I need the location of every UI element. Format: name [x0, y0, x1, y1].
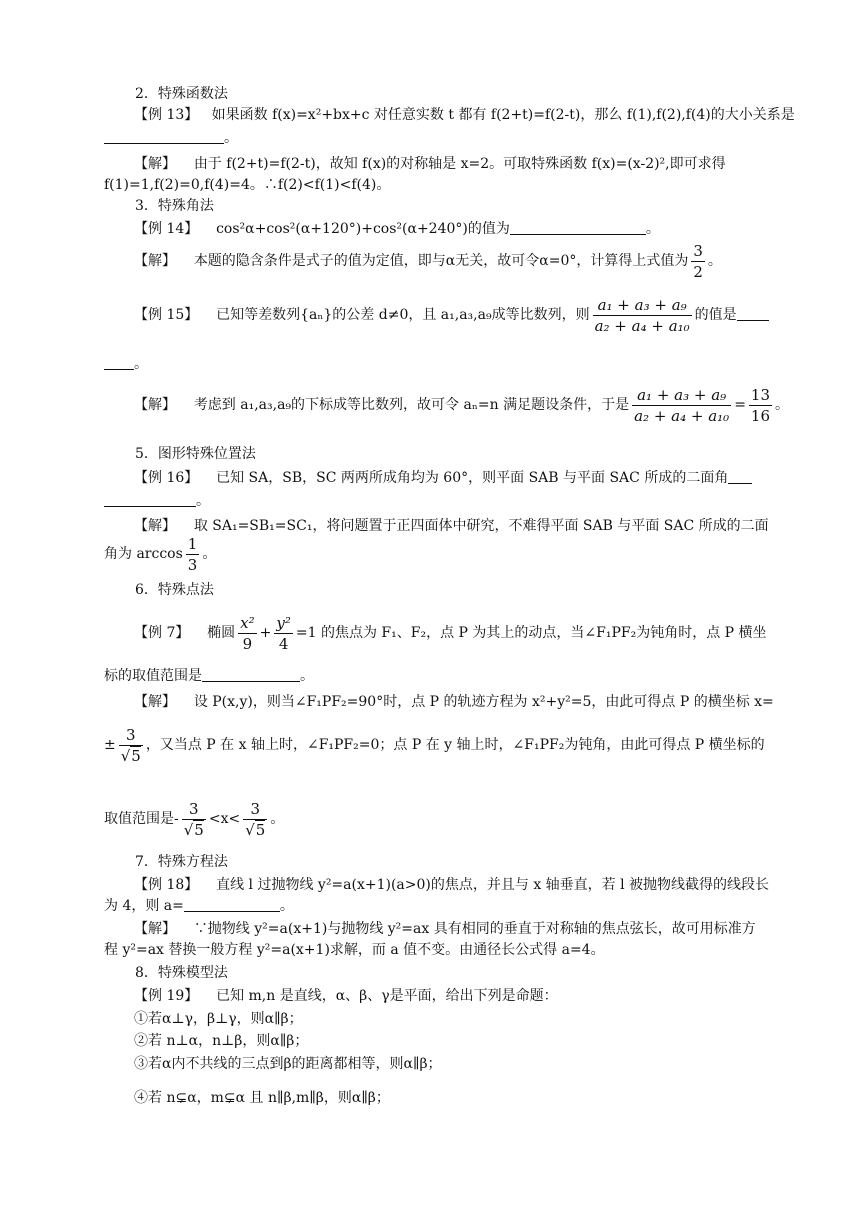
numerator: 3	[189, 799, 199, 818]
radicand: 5	[255, 820, 266, 839]
fraction	[243, 799, 267, 840]
period: 。	[645, 221, 660, 237]
period: 。	[300, 668, 314, 684]
answer-blank	[104, 491, 196, 507]
example-tag: 【例 16】	[134, 470, 199, 486]
period: 。	[707, 253, 722, 269]
denominator: 3	[187, 555, 198, 574]
solution-14	[134, 240, 722, 282]
solution-text: 取 SA₁=SB₁=SC₁，将问题置于正四面体中研究，不难得平面 SAB 与平面 SAC 所成的二面	[193, 518, 769, 534]
radicand: 5	[194, 820, 204, 839]
section-heading: 2．特殊函数法	[135, 86, 228, 102]
period: 。	[270, 811, 285, 827]
denominator: 9	[242, 634, 253, 653]
numerator: x²	[240, 613, 255, 632]
example-text: 为 4，则 a=	[104, 898, 184, 914]
solution-tag: 【解】	[134, 694, 176, 710]
fraction	[632, 385, 731, 426]
proposition-item: ③若α内不共线的三点到β的距离都相等，则α∥β；	[134, 1056, 442, 1072]
example-tag: 【例 19】	[134, 988, 199, 1004]
period: 。	[196, 493, 210, 509]
answer-blank	[728, 468, 752, 484]
fraction	[238, 613, 256, 654]
section-heading: 8．特殊模型法	[135, 965, 228, 981]
plus-minus: ±	[104, 737, 116, 753]
answer-blank	[104, 354, 134, 370]
plus-sign: +	[259, 625, 272, 641]
example-text: 的值是	[694, 307, 737, 323]
solution-text: 取值范围是-	[104, 811, 179, 827]
solution-text: ∵抛物线 y²=a(x+1)与抛物线 y²=ax 具有相同的垂直于对称轴的焦点弦长，故可用标准方	[193, 921, 756, 937]
denominator: √5	[120, 746, 141, 765]
solution-text: 设 P(x,y)，则当∠F₁PF₂=90°时，点 P 的轨迹方程为 x²+y²=5，由此可得点 P 的横坐标 x=	[193, 694, 774, 710]
example-text: 已知 SA，SB，SC 两两所成角均为 60°，则平面 SAB 与平面 SAC 所成的二面角	[216, 470, 729, 486]
period: 。	[279, 898, 294, 914]
equals-sign: =	[734, 397, 746, 413]
solution-tag: 【解】	[134, 156, 176, 172]
solution-13-line2: f(1)=1,f(2)=0,f(4)=4。∴f(2)<f(1)<f(4)。	[104, 177, 391, 193]
solution-text: 由于 f(2+t)=f(2-t)，故知 f(x)的对称轴是 x=2。可取特殊函数 f(x)=(x-2)²,即可求得	[193, 156, 726, 172]
example-15	[134, 294, 769, 336]
example-18-line2	[104, 896, 294, 916]
answer-blank	[202, 666, 300, 682]
solution-text: ，又当点 P 在 x 轴上时，∠F₁PF₂=0；点 P 在 y 轴上时，∠F₁PF₂为钝角，由此可得点 P 横坐标的	[145, 737, 765, 753]
inequality: <x<	[208, 811, 241, 827]
fraction	[593, 295, 692, 336]
solution-13-line1	[134, 154, 726, 174]
solution-7-line1	[134, 692, 774, 712]
example-text: 已知 m,n 是直线，α、β、γ是平面，给出下列是命题：	[216, 988, 558, 1004]
denominator: 16	[750, 406, 771, 425]
section-heading: 5．图形特殊位置法	[135, 446, 256, 462]
example-13	[134, 105, 795, 125]
example-7	[134, 612, 767, 654]
denominator: 4	[278, 634, 289, 653]
example-18	[134, 875, 769, 895]
fraction	[749, 385, 772, 426]
solution-7-line3	[104, 796, 284, 842]
solution-tag: 【解】	[134, 518, 176, 534]
fraction	[119, 725, 143, 766]
example-tag: 【例 13】	[134, 107, 199, 123]
section-heading: 3．特殊角法	[135, 198, 214, 214]
section-heading: 7．特殊方程法	[135, 854, 228, 870]
denominator: 2	[693, 262, 703, 281]
answer-blank	[104, 128, 224, 144]
solution-text: 本题的隐含条件是式子的值为定值，即与α无关，故可令α=0°，计算得上式值为	[193, 253, 689, 269]
denominator: a₂ + a₄ + a₁₀	[634, 406, 730, 425]
solution-tag: 【解】	[134, 397, 176, 413]
period: 。	[775, 397, 790, 413]
example-tag: 【例 14】	[134, 221, 199, 237]
example-19	[134, 986, 558, 1006]
example-7-line2	[104, 666, 314, 686]
fraction	[691, 241, 705, 282]
answer-blank	[510, 219, 646, 235]
example-text: 已知等差数列{aₙ}的公差 d≠0，且 a₁,a₃,a₉成等比数列，则	[216, 307, 590, 323]
numerator: a₁ + a₃ + a₉	[637, 385, 727, 404]
period: 。	[134, 356, 148, 372]
solution-16-line2	[104, 533, 216, 575]
denominator: a₂ + a₄ + a₁₀	[594, 316, 690, 335]
example-16-blank-line	[104, 491, 210, 511]
example-14	[134, 219, 660, 239]
numerator: y²	[276, 613, 291, 632]
solution-tag: 【解】	[134, 921, 176, 937]
example-tag: 【例 7】	[134, 625, 190, 641]
numerator: 1	[187, 534, 198, 553]
solution-15	[134, 384, 789, 426]
example-text: cos²α+cos²(α+120°)+cos²(α+240°)的值为	[216, 221, 510, 237]
denominator: √5	[245, 820, 266, 839]
solution-7-line2	[104, 722, 765, 768]
example-tag: 【例 15】	[134, 307, 199, 323]
answer-blank	[737, 305, 769, 321]
numerator: 13	[750, 385, 771, 404]
proposition-item: ②若 n⊥α，n⊥β，则α∥β；	[134, 1033, 309, 1049]
example-text: 椭圆	[207, 625, 236, 641]
answer-blank	[184, 896, 280, 912]
example-text: 如果函数 f(x)=x²+bx+c 对任意实数 t 都有 f(2+t)=f(2-t)，那么 f(1),f(2),f(4)的大小关系是	[211, 107, 795, 123]
numerator: 3	[250, 799, 261, 818]
period: 。	[224, 130, 238, 146]
proposition-item: ①若α⊥γ，β⊥γ，则α∥β；	[134, 1011, 303, 1027]
section-heading: 6．特殊点法	[135, 582, 214, 598]
radicand: 5	[131, 746, 141, 765]
denominator: √5	[183, 820, 204, 839]
period: 。	[202, 546, 217, 562]
example-15-blank-line	[104, 354, 148, 374]
fraction	[274, 613, 293, 654]
example-text: =1 的焦点为 F₁、F₂，点 P 为其上的动点，当∠F₁PF₂为钝角时，点 P 横坐	[295, 625, 767, 641]
solution-text: 考虑到 a₁,a₃,a₉的下标成等比数列，故可令 aₙ=n 满足题设条件，于是	[193, 397, 630, 413]
example-text: 标的取值范围是	[104, 668, 202, 684]
proposition-item: ④若 n⊊α，m⊊α 且 n∥β,m∥β，则α∥β；	[134, 1090, 390, 1106]
example-text: 直线 l 过抛物线 y²=a(x+1)(a>0)的焦点，并且与 x 轴垂直，若 l 被抛物线截得的线段长	[216, 877, 770, 893]
solution-18-line2: 程 y²=ax 替换一般方程 y²=a(x+1)求解，而 a 值不变。由通径长公式得 a=4。	[104, 942, 605, 958]
solution-18-line1	[134, 919, 756, 939]
solution-text: 角为 arccos	[104, 546, 183, 562]
example-tag: 【例 18】	[134, 877, 199, 893]
fraction	[182, 799, 206, 840]
fraction	[186, 534, 200, 575]
numerator: 3	[126, 725, 136, 744]
numerator: a₁ + a₃ + a₉	[597, 295, 687, 314]
solution-16-line1	[134, 516, 769, 536]
example-13-blank-line	[104, 128, 238, 148]
example-16	[134, 468, 752, 488]
solution-tag: 【解】	[134, 253, 176, 269]
numerator: 3	[693, 241, 703, 260]
